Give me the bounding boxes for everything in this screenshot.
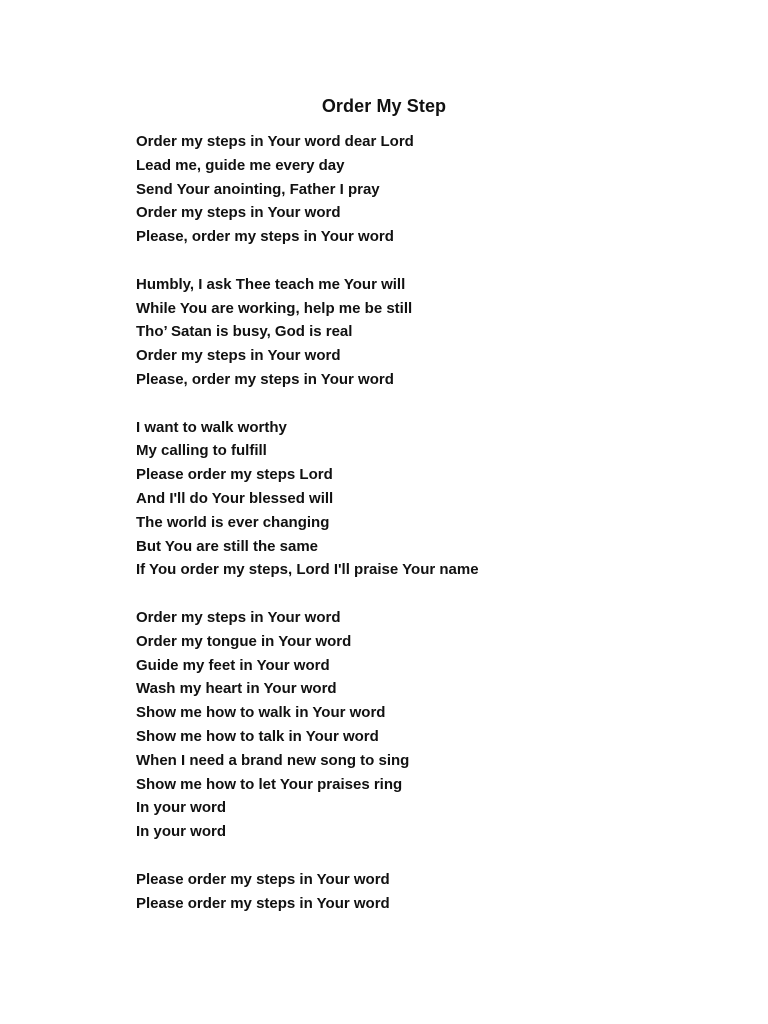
lyric-line: Wash my heart in Your word: [136, 680, 337, 698]
lyric-line: In your word: [136, 799, 226, 817]
song-title: Order My Step: [321, 96, 447, 116]
lyric-line: Guide my feet in Your word: [136, 656, 330, 674]
lyric-line: Order my steps in Your word: [136, 608, 341, 626]
lyric-line: Humbly, I ask Thee teach me Your will: [136, 275, 406, 293]
lyric-line: Lead me, guide me every day: [136, 156, 345, 174]
lyric-line: The world is ever changing: [136, 513, 330, 531]
stanza-2: [136, 273, 696, 392]
lyric-line: Order my steps in Your word dear Lord: [136, 133, 414, 150]
lyric-line: Send Your anointing, Father I pray: [136, 180, 380, 198]
stanza-3: [136, 416, 696, 583]
lyric-line: And I'll do Your blessed will: [136, 489, 334, 507]
lyric-line: Order my steps in Your word: [136, 347, 341, 365]
lyric-line: Order my tongue in Your word: [136, 632, 352, 650]
lyric-line: Show me how to walk in Your word: [136, 704, 386, 722]
stanza-5: [136, 868, 696, 916]
lyric-line: While You are working, help me be still: [136, 299, 413, 317]
lyric-line: Please order my steps in Your word: [136, 894, 390, 912]
stanza-1: [136, 130, 696, 249]
lyric-line: In your word: [136, 823, 226, 841]
lyric-line: Please order my steps Lord: [136, 466, 333, 484]
lyric-line: Please, order my steps in Your word: [136, 370, 394, 388]
lyric-line: If You order my steps, Lord I'll praise Your name: [136, 561, 479, 579]
lyric-line: Tho’ Satan is busy, God is real: [136, 323, 353, 341]
lyric-line: I want to walk worthy: [136, 418, 287, 436]
lyric-line: My calling to fulfill: [136, 442, 267, 460]
lyric-line: Show me how to talk in Your word: [136, 727, 379, 745]
lyric-line: But You are still the same: [136, 537, 318, 555]
stanza-4: [136, 606, 696, 844]
lyric-line: Order my steps in Your word: [136, 204, 341, 222]
lyrics-body: [136, 130, 696, 939]
lyric-line: Please, order my steps in Your word: [136, 228, 394, 246]
lyric-line: Show me how to let Your praises ring: [136, 775, 403, 793]
lyric-line: Please order my steps in Your word: [136, 870, 390, 888]
lyric-line: When I need a brand new song to sing: [136, 751, 410, 769]
